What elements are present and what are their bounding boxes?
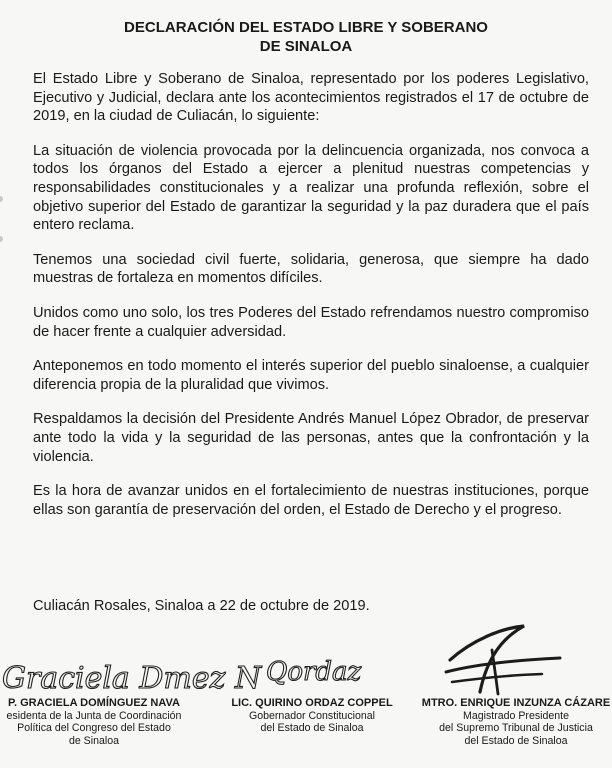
title-line-1: DECLARACIÓN DEL ESTADO LIBRE Y SOBERANO <box>124 19 488 36</box>
signatory-name: P. GRACIELA DOMÍNGUEZ NAVA <box>8 697 180 709</box>
signature-block-2 <box>214 697 410 735</box>
signatory-role: del Estado de Sinaloa <box>260 722 364 734</box>
document-body <box>33 70 589 535</box>
signature-1-text: Graciela Dmez N <box>2 661 262 696</box>
signatory-role: del Estado de Sinaloa <box>464 734 568 747</box>
signatory-name: LIC. QUIRINO ORDAZ COPPEL <box>231 697 393 709</box>
signatory-role: Política del Congreso del Estado <box>17 722 171 734</box>
paragraph: Respaldamos la decisión del Presidente Andrés Manuel López Obrador, de preservar ante todo la vida y la seguridad de las personas, antes que la confrontación y la violencia. <box>33 411 589 465</box>
place-and-date: Culiacán Rosales, Sinaloa a 22 de octubre de 2019. <box>33 598 370 614</box>
binding-hole-mark <box>0 236 3 242</box>
signature-block-3 <box>418 697 612 747</box>
paragraph: La situación de violencia provocada por la delincuencia organizada, nos convoca a todos los órganos del Estado a ejercer a plenitud nuestras competencias y responsabilidades constitucionales y a realizar una profunda reflexión, sobre el objetivo superior del Estado de garantizar la seguridad y la paz duradera que el país entero reclama. <box>33 142 589 234</box>
document-title <box>0 18 612 56</box>
binding-hole-mark <box>0 196 3 202</box>
paragraph: Unidos como uno solo, los tres Poderes del Estado refrendamos nuestro compromiso de hacer frente a cualquier adversidad. <box>33 304 589 340</box>
signature-2-text: Qordaz <box>266 657 362 687</box>
signature-1-handwriting <box>0 652 262 698</box>
signatory-role: del Supremo Tribunal de Justicia <box>439 722 593 734</box>
paragraph: Tenemos una sociedad civil fuerte, solidaria, generosa, que siempre ha dado muestras de fortaleza en momentos difíciles. <box>33 251 589 287</box>
signature-block-1 <box>0 697 194 747</box>
signatory-role: Magistrado Presidente <box>463 709 569 722</box>
paragraph: Es la hora de avanzar unidos en el fortalecimiento de nuestras instituciones, porque ellas son garantía de preservación del orden, el Estado de Derecho y el progreso. <box>33 483 589 518</box>
paragraph: El Estado Libre y Soberano de Sinaloa, representado por los poderes Legislativo, Ejecutivo y Judicial, declara ante los acontecimientos registrados el 17 de octubre de 2019, en la ciudad de Culiacán, lo siguiente: <box>33 71 589 125</box>
signatory-role: esidenta de la Junta de Coordinación <box>6 709 182 722</box>
signatory-role: de Sinaloa <box>68 734 120 747</box>
signature-2-handwriting <box>262 640 382 696</box>
title-line-2: DE SINALOA <box>259 38 353 55</box>
signature-3-scribble <box>432 620 572 700</box>
paragraph: Anteponemos en todo momento el interés superior del pueblo sinaloense, a cualquier diferencia propia de la pluralidad que vivimos. <box>33 358 589 393</box>
signatory-role: Gobernador Constitucional <box>248 709 376 722</box>
signatory-name: MTRO. ENRIQUE INZUNZA CÁZARE <box>421 697 611 709</box>
